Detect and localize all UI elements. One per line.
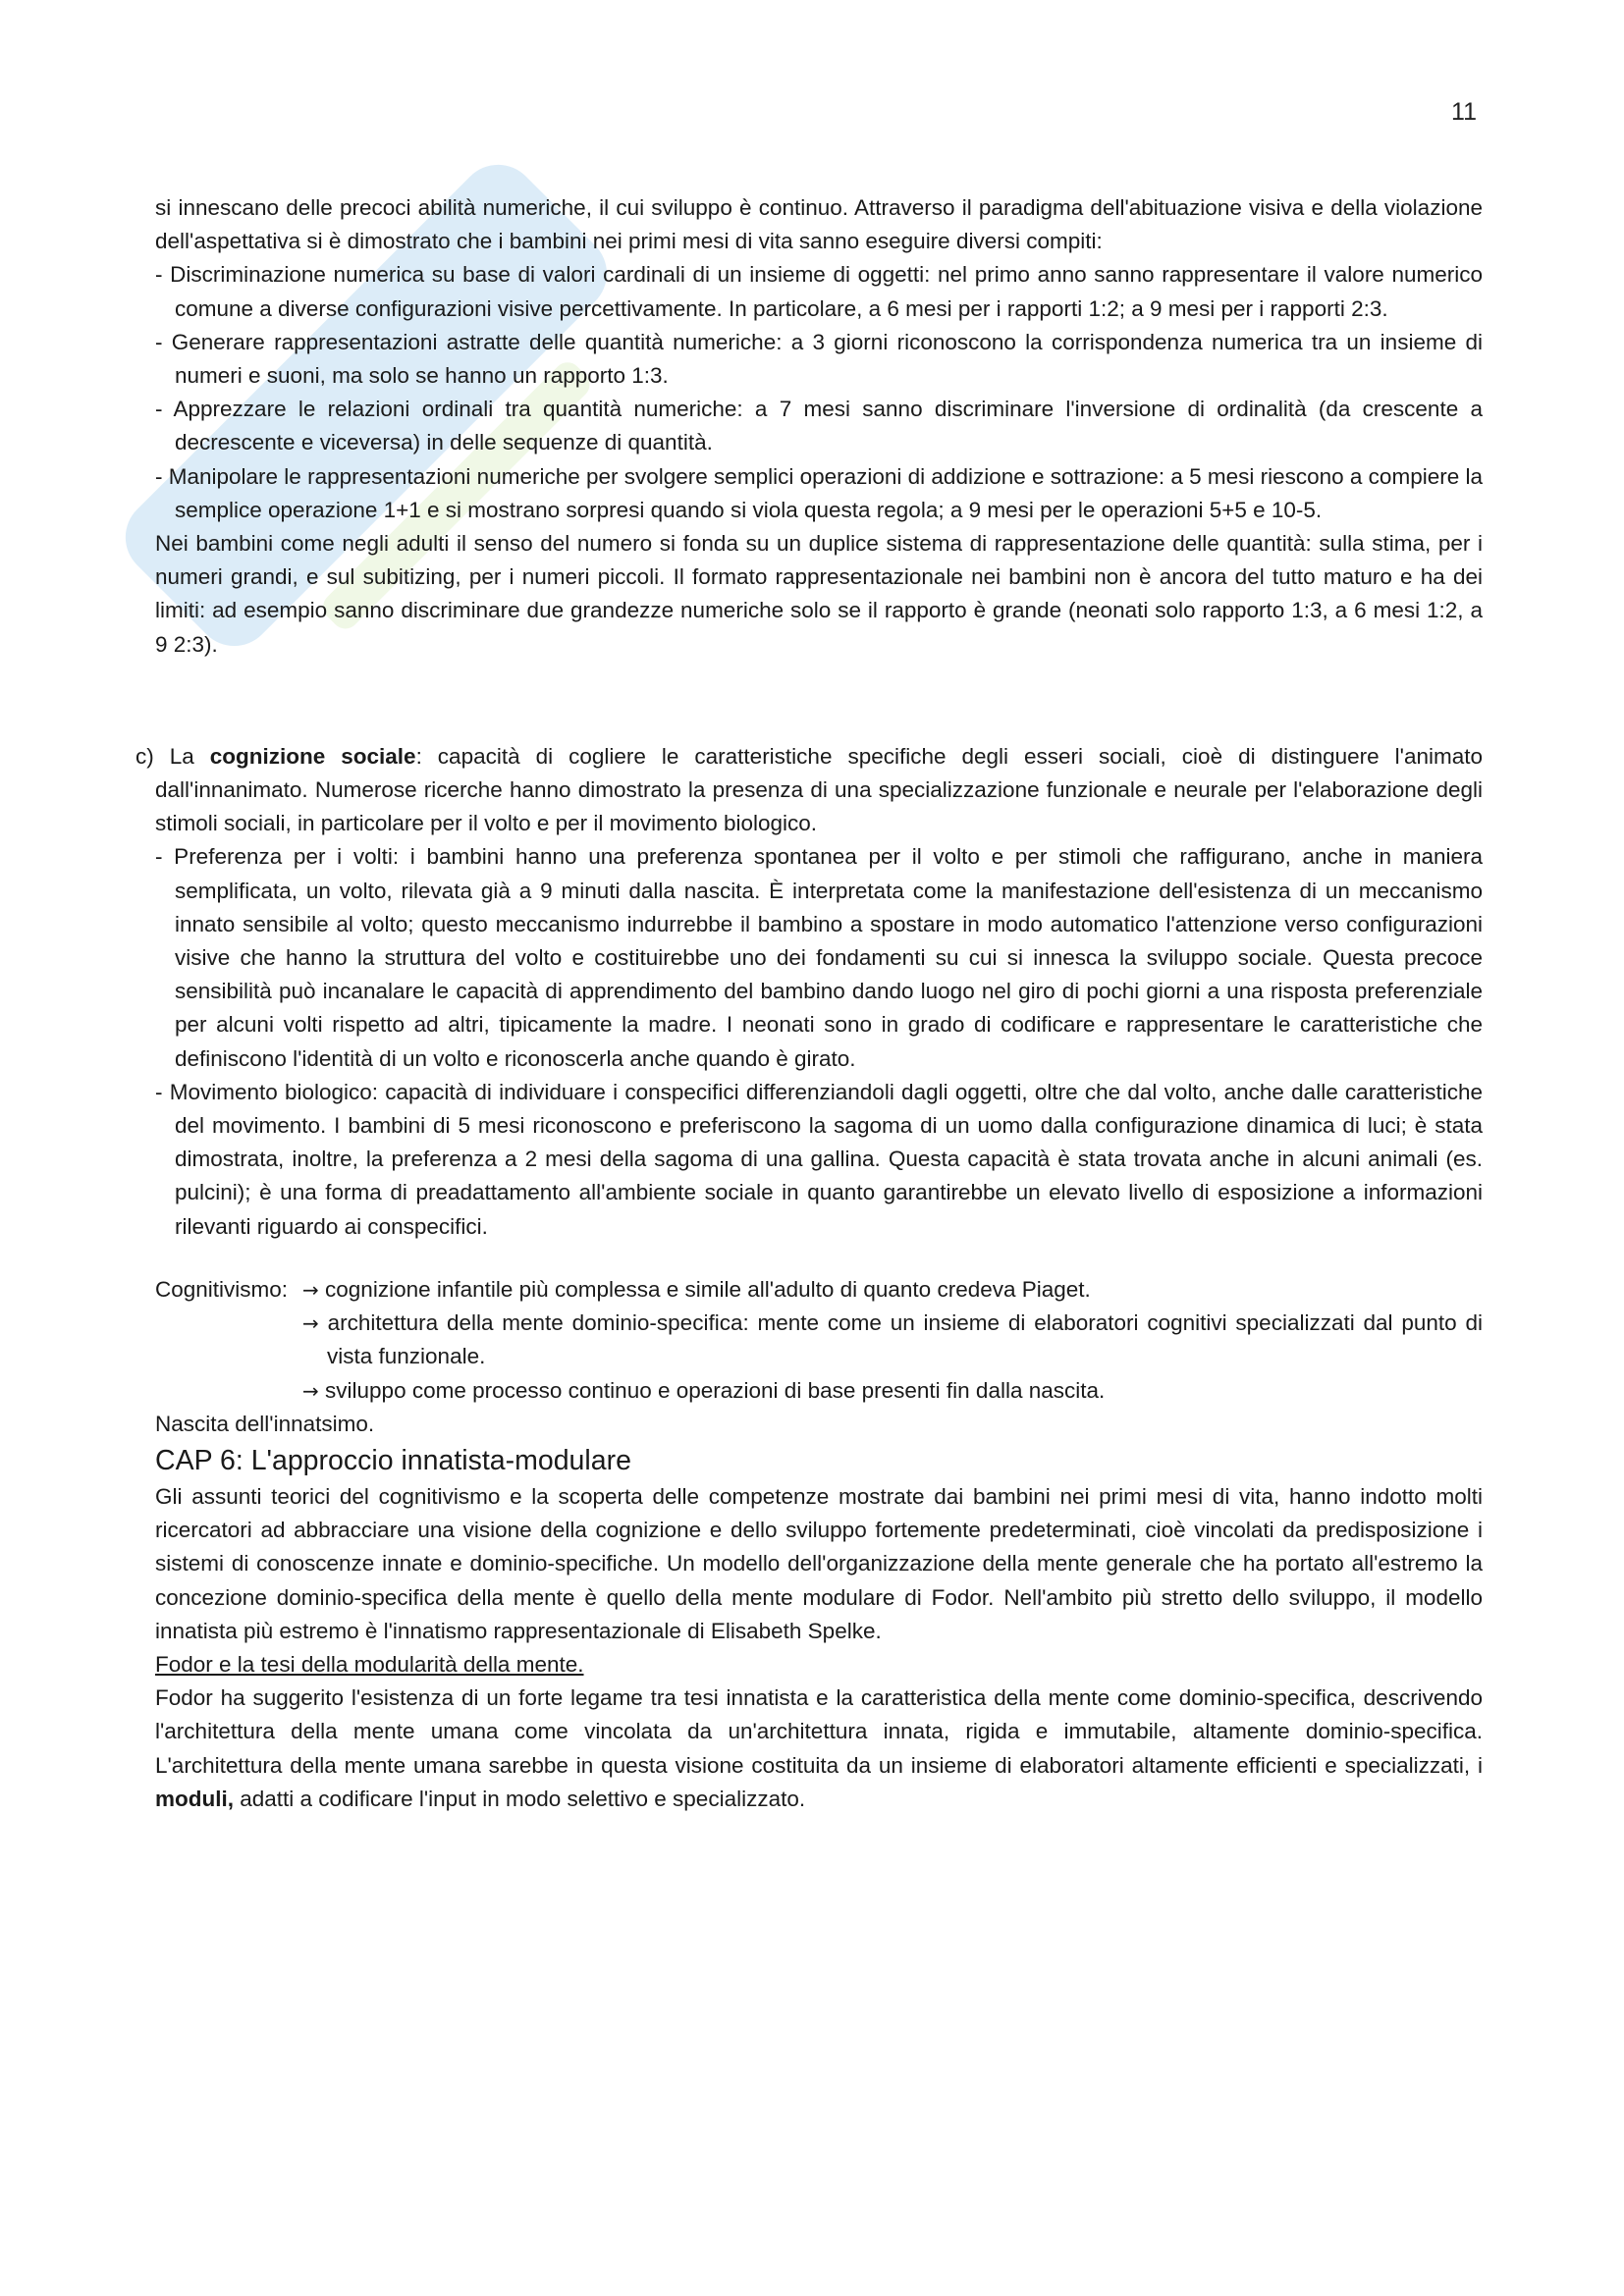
cognitivism-line-2 [155,1307,1483,1373]
chapter-intro: Gli assunti teorici del cognitivismo e la scoperta delle competenze mostrate dai bambini nei primi mesi di vita, hanno indotto molti ricercatori ad abbracciare una visione della cognizione e dello sviluppo fortemente predeterminati, cioè vincolati da predisposizione i sistemi di conoscenze innate e dominio-specifiche. Un modello dell'organizzazione della mente generale che ha portato all'estremo la concezione dominio-specifica della mente è quello della mente modulare di Fodor. Nell'ambito più stretto dello sviluppo, il modello innatista più estremo è l'innatismo rappresentazionale di Elisabeth Spelke. [155,1483,1483,1643]
social-cognition-intro [135,740,1483,841]
cognitivism-line-3 [155,1374,1483,1408]
cognitivism-closing: Nascita dell'innatsimo. [155,1411,375,1436]
social-rest: : capacità di cogliere le caratteristiche specifiche degli esseri sociali, cioè di distinguere l'animato dall'innanimato. Numerose ricerche hanno dimostrato la presenza di una specializzazione funzionale e neurale per l'elaborazione degli stimoli sociali, in particolare per il volto e per il movimento biologico. [155,743,1483,836]
numeric-item-3: - Apprezzare le relazioni ordinali tra quantità numeriche: a 7 mesi sanno discriminare l'inversione di ordinalità (da crescente a decrescente e viceversa) in delle sequenze di quantità. [155,397,1483,455]
numeric-item-4: - Manipolare le rappresentazioni numeriche per svolgere semplici operazioni di addizione e sottrazione: a 5 mesi riescono a compiere la semplice operazione 1+1 e si mostrano sorpresi quando si viola questa regola; a 9 mesi per le operazioni 5+5 e 10-5. [155,463,1483,522]
fodor-text-after: adatti a codificare l'input in modo selettivo e specializzato. [234,1786,806,1811]
arrow-right-icon: → [302,1311,319,1336]
cognitivism-point-3-wrap [302,1374,1483,1408]
cognitivism-point-1: cognizione infantile più complessa e simile all'adulto di quanto credeva Piaget. [325,1276,1091,1302]
social-cognition-section [135,740,1483,1244]
fodor-term: moduli, [155,1786,234,1811]
numeric-item-2: - Generare rappresentazioni astratte delle quantità numeriche: a 3 giorni riconoscono la corrispondenza numerica tra un insieme di numeri e suoni, ma solo se hanno un rapporto 1:3. [155,329,1483,389]
fodor-heading: Fodor e la tesi della modularità della mente. [155,1651,584,1677]
arrow-right-icon: → [302,1378,319,1403]
cognitivism-point-2: architettura della mente dominio-specifica: mente come un insieme di elaboratori cognitivi specializzati dal punto di vista funzionale. [327,1310,1483,1369]
cognitivism-point-1-wrap [302,1273,1483,1307]
intro-paragraph: si innescano delle precoci abilità numeriche, il cui sviluppo è continuo. Attraverso il paradigma dell'abituazione visiva e della violazione dell'aspettativa si è dimostrato che i bambini nei primi mesi di vita sanno eseguire diversi compiti: [155,195,1483,254]
social-term: cognizione sociale [209,743,416,769]
cognitivism-summary [155,1273,1483,1441]
fodor-paragraph [155,1682,1483,1816]
arrow-right-icon: → [302,1277,319,1302]
number-sense-paragraph: Nei bambini come negli adulti il senso del numero si fonda su un duplice sistema di rappresentazione delle quantità: sulla stima, per i numeri grandi, e sul subitizing, per i numeri piccoli. Il formato rappresentazionale nei bambini non è ancora del tutto maturo e ha dei limiti: ad esempio sanno discriminare due grandezze numeriche solo se il rapporto è grande (neonati solo rapporto 1:3, a 6 mesi 1:2, a 9 2:3). [155,531,1483,657]
numeric-item-1: - Discriminazione numerica su base di valori cardinali di un insieme di oggetti: nel primo anno sanno rappresentare il valore numerico comune a diverse configurazioni visive percettivamente. In particolare, a 6 mesi per i rapporti 1:2; a 9 mesi per i rapporti 2:3. [155,262,1483,321]
page-number: 11 [1451,98,1477,126]
social-prefix: c) La [135,743,210,769]
document-body [135,191,1483,1816]
cognitivism-point-3: sviluppo come processo continuo e operazioni di base presenti fin dalla nascita. [325,1377,1106,1403]
cognitivism-line-1 [155,1273,1483,1307]
social-item-biological-motion: - Movimento biologico: capacità di individuare i conspecifici differenziandoli dagli oggetti, oltre che dal volto, anche dalle caratteristiche del movimento. I bambini di 5 mesi riconoscono e preferiscono la sagoma di un uomo dalla configurazione dinamica di luci; è stata dimostrata, inoltre, la preferenza a 2 mesi della sagoma di una gallina. Questa capacità è stata trovata anche in alcuni animali (es. pulcini); è una forma di preadattamento all'ambiente sociale in quanto garantirebbe un elevato livello di esposizione a informazioni rilevanti riguardo ai conspecifici. [155,1079,1483,1239]
cognitivism-label: Cognitivismo: [155,1276,289,1302]
social-item-faces: - Preferenza per i volti: i bambini hanno una preferenza spontanea per il volto e per stimoli che raffigurano, anche in maniera semplificata, un volto, rilevata già a 9 minuti dalla nascita. È interpretata come la manifestazione dell'esistenza di un meccanismo innato sensibile al volto; questo meccanismo indurrebbe il bambino a spostare in modo automatico l'attenzione verso configurazioni visive che hanno la struttura del volto e costituirebbe uno dei fondamenti su cui si innesca la sviluppo sociale. Questa precoce sensibilità può incanalare le capacità di apprendimento del bambino dando luogo nel giro di pochi giorni a una risposta preferenziale per alcuni volti rispetto ad altri, tipicamente la madre. I neonati sono in grado di codificare e rappresentare le caratteristiche che definiscono l'identità di un volto e riconoscerla anche quando è girato. [155,844,1483,1071]
fodor-text-before: Fodor ha suggerito l'esistenza di un forte legame tra tesi innatista e la caratteristica della mente come dominio-specifica, descrivendo l'architettura della mente umana come vincolata da un'architettura innata, rigida e immutabile, altamente dominio-specifica. L'architettura della mente umana sarebbe in questa visione costituita da un insieme di elaboratori altamente efficienti e specializzati, i [155,1685,1483,1778]
chapter-title: CAP 6: L'approccio innatista-modulare [155,1444,631,1476]
cognitivism-point-2-wrap [302,1307,1483,1373]
